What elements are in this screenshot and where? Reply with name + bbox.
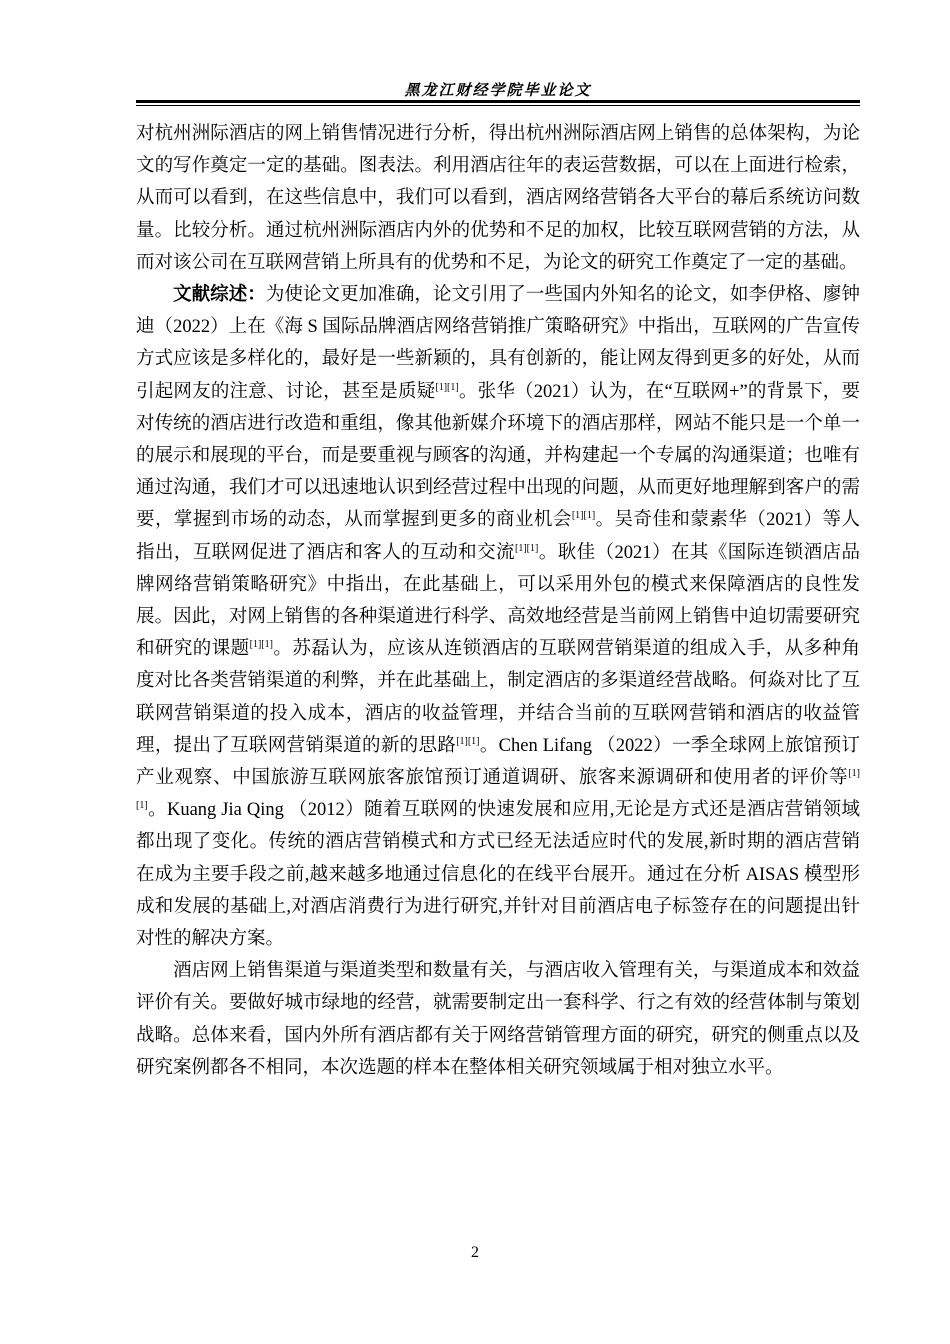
paragraph-summary: 酒店网上销售渠道与渠道类型和数量有关，与酒店收入管理有关，与渠道成本和效益评价有关。要做好城市绿地的经营，就需要制定出一套科学、行之有效的经营体制与策划战略。总体来看，国内外所有酒店都有关于网络营销管理方面的研究，研究的侧重点以及研究案例都各不相同，本次选题的样本在整体相关研究领域属于相对独立水平。 [136, 961, 860, 1078]
citation: [1][1] [514, 542, 539, 554]
section-lead: 文献综述： [173, 285, 266, 306]
paragraph-literature-review [136, 279, 860, 955]
paragraph-text: 。Chen Lifang （2022）一季全球网上旅馆预订产业观察、中国旅游互联网旅客旅馆预订通道调研、旅客来源调研和使用者的评价等 [136, 735, 860, 789]
page-number: 2 [471, 1244, 479, 1261]
paragraph-text: 。吴奇佳和蒙素华（2021）等人指出，互联网促进了酒店和客人的互动和交流 [136, 510, 860, 563]
paragraph-methods: 对杭州洲际酒店的网上销售情况进行分析，得出杭州洲际酒店网上销售的总体架构，为论文的写作奠定一定的基础。图表法。利用酒店往年的表运营数据，可以在上面进行检索，从而可以看到，在这些信息中，我们可以看到，酒店网络营销各大平台的幕后系统访问数量。比较分析。通过杭州洲际酒店内外的优势和不足的加权，比较互联网营销的方法，从而对该公司在互联网营销上所具有的优势和不足，为论文的研究工作奠定了一定的基础。 [136, 124, 860, 273]
citation: [1][1] [249, 639, 273, 651]
paragraph-text: 为使论文更加准确，论文引用了一些国内外知名的论文，如李伊格、廖钟迪（2022）上在《海 S 国际品牌酒店网络营销推广策略研究》中指出，互联网的广告宣传方式应该是多样化的，最好是一些新颖的，具有创新的，能让网友得到更多的好处，从而引起网友的注意、讨论，甚至是质疑 [136, 285, 860, 402]
paragraph-text: 。苏磊认为，应该从连锁酒店的互联网营销渠道的组成入手，从多种角度对比各类营销渠道的利弊，并在此基础上，制定酒店的多渠道经营战略。何焱对比了互联网营销渠道的投入成本，酒店的收益管理，并结合当前的互联网营销和酒店的收益管理，提出了互联网营销渠道的新的思路 [136, 639, 860, 756]
running-header: 黑龙江财经学院毕业论文 [404, 81, 592, 99]
paragraph-text: 。Kuang Jia Qing （2012）随着互联网的快速发展和应用,无论是方式还是酒店营销领域都出现了变化。传统的酒店营销模式和方式已经无法适应时代的发展,新时期的酒店营销在成为主要手段之前,越来越多地通过信息化的在线平台展开。通过在分析 AISAS 模型形成和发展的基础上,对酒店消费行为进行研究,并针对目前酒店电子标签存在的问题提出针对性的解决方案。 [136, 800, 860, 950]
header-rule-thick [136, 100, 860, 103]
citation: [1][1] [571, 510, 596, 522]
paragraph-text: 。耿佳（2021）在其《国际连锁酒店品牌网络营销策略研究》中指出，在此基础上，可以采用外包的模式来保障酒店的良性发展。因此，对网上销售的各种渠道进行科学、高效地经营是当前网上销售中迫切需要研究和研究的课题 [136, 542, 860, 660]
citation: [1][1] [435, 381, 459, 393]
citation: [1][1] [136, 767, 860, 812]
header-rule-thin [136, 105, 860, 106]
citation: [1][1] [456, 735, 480, 747]
paragraph-text: 。张华（2021）认为，在“互联网+”的背景下，要对传统的酒店进行改造和重组，像其他新媒介环境下的酒店那样，网站不能只是一个单一的展示和展现的平台，而是要重视与顾客的沟通，并构建起一个专属的沟通渠道；也唯有通过沟通，我们才可以迅速地认识到经营过程中出现的问题，从而更好地理解到客户的需要，掌握到市场的动态，从而掌握到更多的商业机会 [136, 381, 860, 531]
body-text [136, 118, 860, 1084]
